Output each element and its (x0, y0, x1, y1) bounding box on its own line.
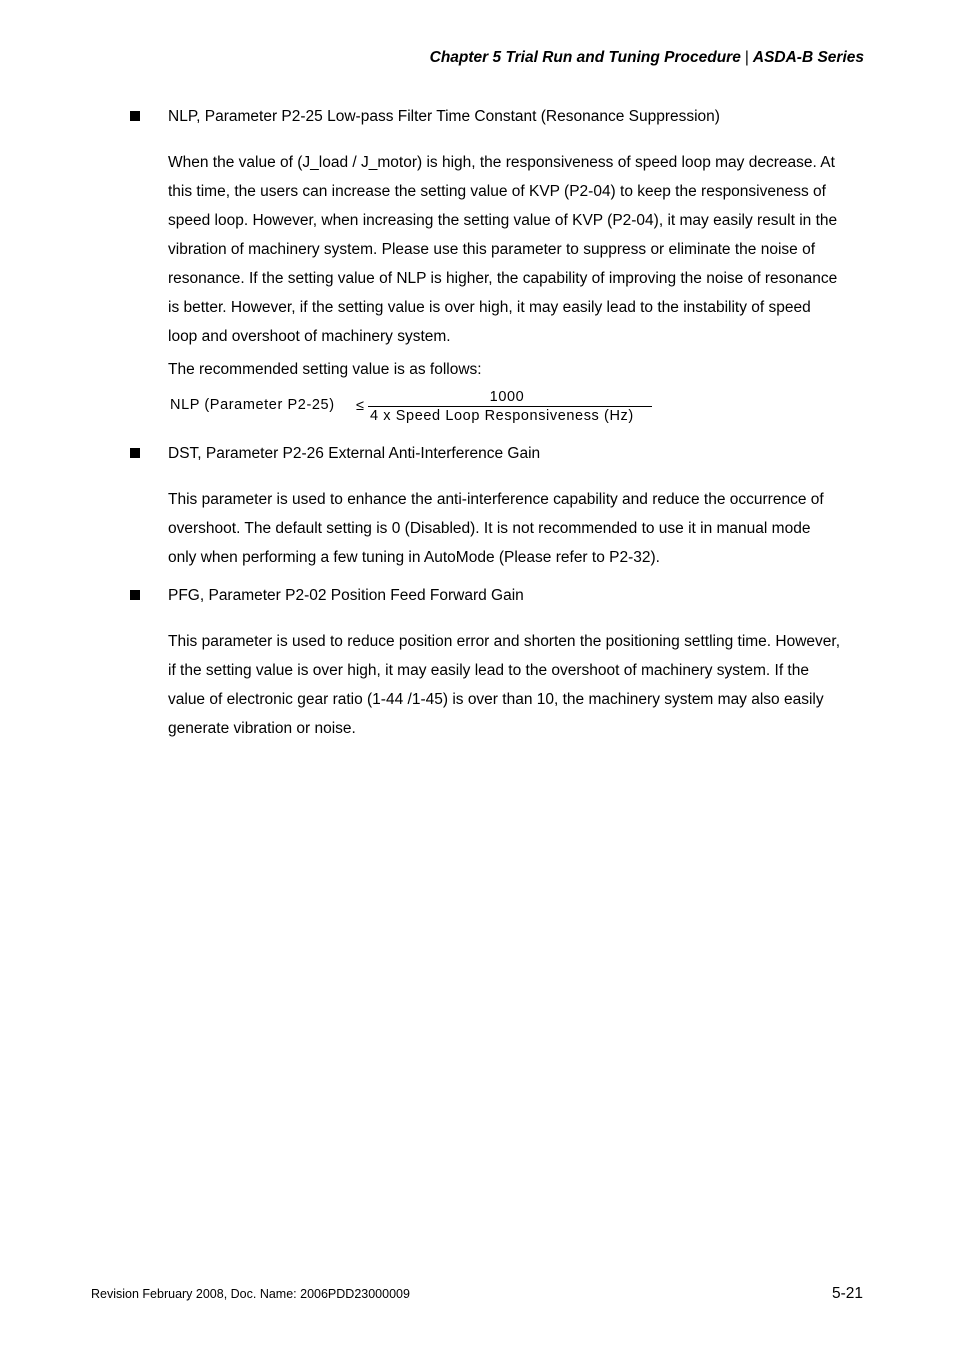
body-line: generate vibration or noise. (168, 720, 356, 737)
body-line: When the value of (J_load / J_motor) is high, the responsiveness of speed loop may decrease. At (168, 154, 835, 171)
section-heading-nlp (130, 108, 720, 126)
section-body-pfg (168, 627, 870, 743)
header-separator: | (744, 49, 749, 66)
body-line: speed loop. However, when increasing the setting value of KVP (P2-04), it may easily result in the (168, 212, 838, 229)
square-bullet-icon (130, 590, 140, 600)
body-line: only when performing a few tuning in AutoMode (Please refer to P2-32). (168, 549, 660, 566)
body-line: if the setting value is over high, it may easily lead to the overshoot of machinery system. If the (168, 662, 809, 679)
square-bullet-icon (130, 448, 140, 458)
recommended-text (168, 355, 870, 384)
body-line: overshoot. The default setting is 0 (Disabled). It is not recommended to use it in manual mode (168, 520, 811, 537)
section-title: DST, Parameter P2-26 External Anti-Interference Gain (168, 445, 541, 462)
body-line: This parameter is used to reduce position error and shorten the positioning settling time. However, (168, 633, 841, 650)
body-line: vibration of machinery system. Please use this parameter to suppress or eliminate the noise of (168, 241, 816, 258)
square-bullet-icon (130, 111, 140, 121)
body-line: value of electronic gear ratio (1-44 /1-45) is over than 10, the machinery system may also easily (168, 691, 824, 708)
formula-denominator: 4 x Speed Loop Responsiveness (Hz) (370, 408, 634, 424)
section-heading-pfg (130, 587, 524, 605)
section-heading-dst (130, 445, 540, 463)
section-title: NLP, Parameter P2-25 Low-pass Filter Time Constant (Resonance Suppression) (168, 108, 720, 125)
body-line: loop and overshoot of machinery system. (168, 328, 451, 345)
body-line: This parameter is used to enhance the anti-interference capability and reduce the occurrence of (168, 491, 824, 508)
section-title: PFG, Parameter P2-02 Position Feed Forward Gain (168, 587, 524, 604)
formula-numerator: 1000 (368, 388, 652, 407)
formula-fraction (368, 388, 652, 426)
body-line: this time, the users can increase the setting value of KVP (P2-04) to keep the responsiveness of (168, 183, 826, 200)
section-body-dst (168, 485, 870, 572)
footer-revision: Revision February 2008, Doc. Name: 2006PDD23000009 (91, 1287, 410, 1301)
page-header (430, 49, 864, 67)
formula-lhs: NLP (Parameter P2-25) (170, 397, 335, 413)
chapter-title: Chapter 5 Trial Run and Tuning Procedure (429, 49, 741, 66)
formula-relation: ≤ (356, 398, 365, 414)
series-title: ASDA-B Series (752, 49, 864, 66)
section-body-nlp (168, 148, 870, 351)
body-line: The recommended setting value is as follows: (168, 361, 482, 378)
body-line: is better. However, if the setting value is over high, it may easily lead to the instability of speed (168, 299, 811, 316)
page-number: 5-21 (831, 1285, 863, 1302)
body-line: resonance. If the setting value of NLP is higher, the capability of improving the noise of resonance (168, 270, 838, 287)
